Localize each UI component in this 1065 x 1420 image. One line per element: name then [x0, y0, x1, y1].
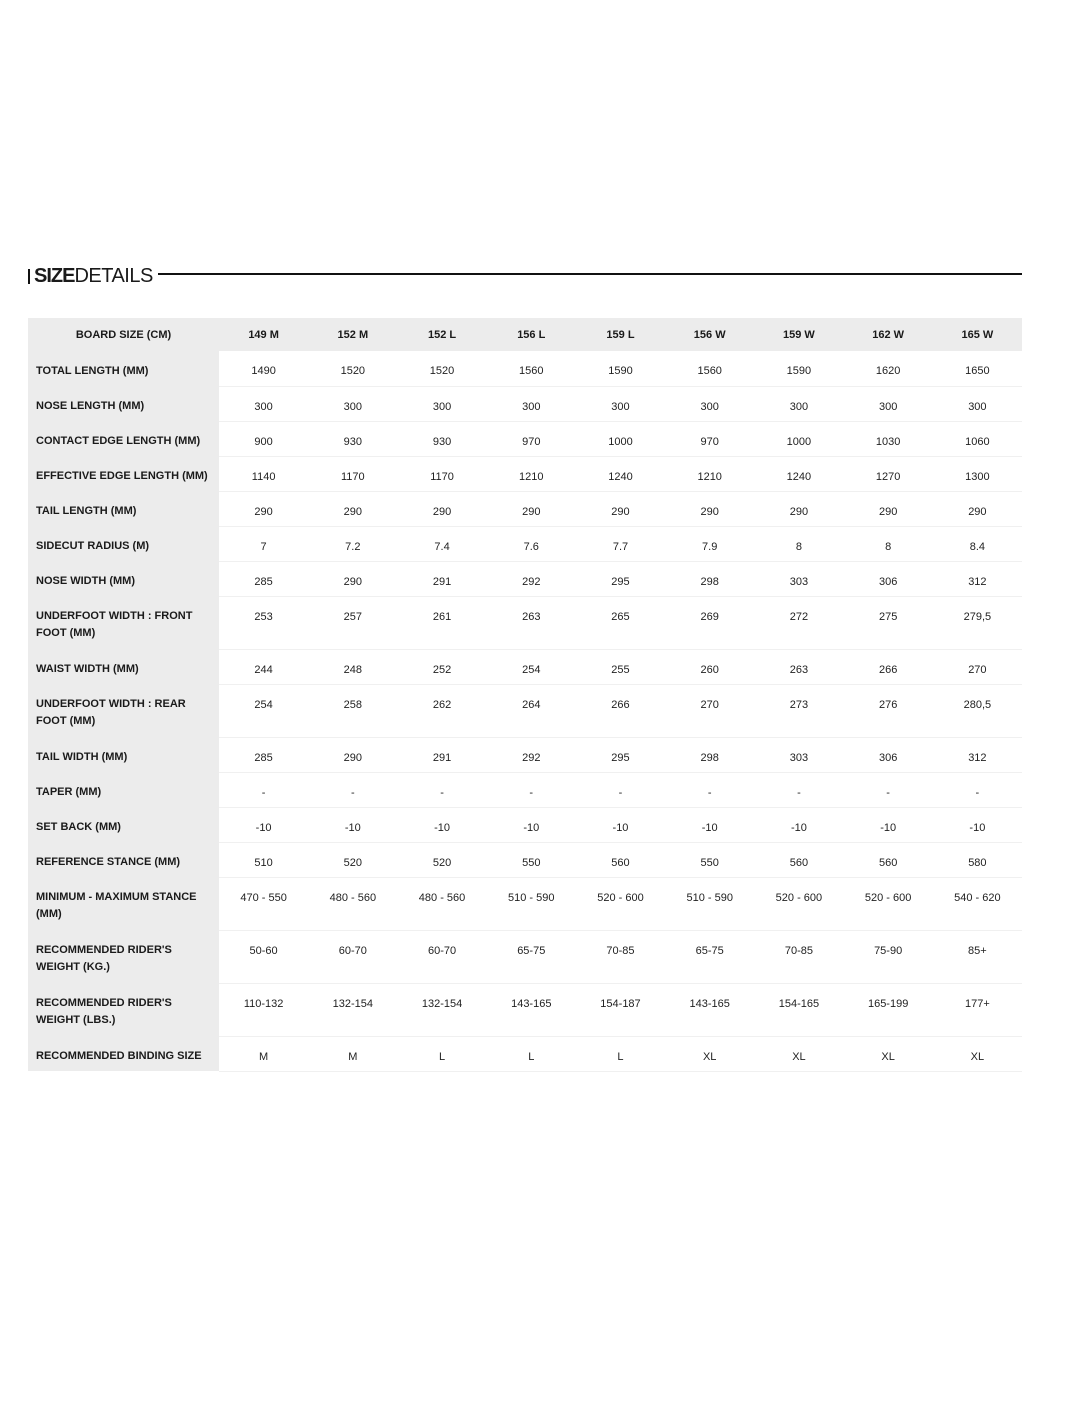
table-cell: 7.4 — [397, 526, 486, 561]
table-cell: 900 — [219, 421, 308, 456]
table-cell: 295 — [576, 737, 665, 772]
table-row — [28, 456, 1022, 491]
table-cell: 273 — [754, 684, 843, 737]
table-row — [28, 877, 1022, 930]
row-label: SET BACK (MM) — [28, 807, 219, 842]
table-row — [28, 684, 1022, 737]
table-cell: 254 — [219, 684, 308, 737]
table-cell: 300 — [219, 386, 308, 421]
table-cell: 540 - 620 — [933, 877, 1022, 930]
table-cell: 275 — [844, 596, 933, 649]
table-cell: - — [487, 772, 576, 807]
table-cell: 263 — [754, 649, 843, 684]
table-cell: 306 — [844, 561, 933, 596]
row-label: EFFECTIVE EDGE LENGTH (MM) — [28, 456, 219, 491]
table-cell: 1170 — [308, 456, 397, 491]
table-cell: -10 — [844, 807, 933, 842]
corner-label: BOARD SIZE (CM) — [28, 318, 219, 351]
table-cell: 8 — [844, 526, 933, 561]
table-cell: 7 — [219, 526, 308, 561]
table-cell: -10 — [397, 807, 486, 842]
table-cell: -10 — [219, 807, 308, 842]
table-cell: 253 — [219, 596, 308, 649]
table-cell: -10 — [487, 807, 576, 842]
table-cell: 85+ — [933, 930, 1022, 983]
table-cell: XL — [754, 1036, 843, 1071]
table-cell: 1000 — [576, 421, 665, 456]
row-label: RECOMMENDED BINDING SIZE — [28, 1036, 219, 1071]
table-cell: - — [844, 772, 933, 807]
table-row — [28, 772, 1022, 807]
table-cell: 143-165 — [665, 983, 754, 1036]
table-cell: 255 — [576, 649, 665, 684]
table-cell: 560 — [754, 842, 843, 877]
row-label: UNDERFOOT WIDTH : REAR FOOT (MM) — [28, 684, 219, 737]
table-cell: 276 — [844, 684, 933, 737]
table-cell: 60-70 — [308, 930, 397, 983]
table-cell: 244 — [219, 649, 308, 684]
table-cell: 290 — [754, 491, 843, 526]
table-cell: 290 — [308, 491, 397, 526]
table-cell: 143-165 — [487, 983, 576, 1036]
row-label: TAIL LENGTH (MM) — [28, 491, 219, 526]
table-cell: 970 — [487, 421, 576, 456]
table-cell: 265 — [576, 596, 665, 649]
column-header: 165 W — [933, 318, 1022, 351]
row-label: UNDERFOOT WIDTH : FRONT FOOT (MM) — [28, 596, 219, 649]
table-cell: 292 — [487, 561, 576, 596]
table-cell: 270 — [665, 684, 754, 737]
table-cell: 298 — [665, 737, 754, 772]
table-cell: - — [219, 772, 308, 807]
table-cell: 258 — [308, 684, 397, 737]
table-cell: 263 — [487, 596, 576, 649]
table-cell: L — [487, 1036, 576, 1071]
table-cell: 252 — [397, 649, 486, 684]
table-cell: 1650 — [933, 351, 1022, 386]
table-cell: 480 - 560 — [308, 877, 397, 930]
table-cell: 1590 — [754, 351, 843, 386]
table-cell: 279,5 — [933, 596, 1022, 649]
table-cell: 580 — [933, 842, 1022, 877]
table-row — [28, 351, 1022, 386]
table-cell: - — [308, 772, 397, 807]
table-cell: 290 — [308, 561, 397, 596]
table-cell: 550 — [487, 842, 576, 877]
table-cell: XL — [844, 1036, 933, 1071]
table-cell: 7.6 — [487, 526, 576, 561]
row-label: MINIMUM - MAXIMUM STANCE (MM) — [28, 877, 219, 930]
table-cell: 1030 — [844, 421, 933, 456]
table-cell: 260 — [665, 649, 754, 684]
column-header: 159 L — [576, 318, 665, 351]
table-cell: M — [308, 1036, 397, 1071]
table-cell: 1520 — [308, 351, 397, 386]
table-cell: 132-154 — [397, 983, 486, 1036]
table-cell: 50-60 — [219, 930, 308, 983]
table-cell: 1490 — [219, 351, 308, 386]
table-cell: 300 — [665, 386, 754, 421]
table-cell: 177+ — [933, 983, 1022, 1036]
table-row — [28, 930, 1022, 983]
header-divider-line — [158, 273, 1022, 275]
table-cell: -10 — [308, 807, 397, 842]
table-cell: 312 — [933, 561, 1022, 596]
header-accent-bar — [28, 269, 30, 284]
table-cell: 266 — [844, 649, 933, 684]
table-row — [28, 561, 1022, 596]
table-cell: 1620 — [844, 351, 933, 386]
table-cell: 7.9 — [665, 526, 754, 561]
table-cell: 65-75 — [665, 930, 754, 983]
row-label: TAPER (MM) — [28, 772, 219, 807]
table-cell: M — [219, 1036, 308, 1071]
table-cell: 303 — [754, 561, 843, 596]
table-row — [28, 491, 1022, 526]
table-cell: 560 — [576, 842, 665, 877]
table-cell: XL — [933, 1036, 1022, 1071]
table-cell: -10 — [576, 807, 665, 842]
table-cell: 1240 — [576, 456, 665, 491]
table-cell: 303 — [754, 737, 843, 772]
table-cell: -10 — [665, 807, 754, 842]
table-cell: 300 — [754, 386, 843, 421]
table-cell: 470 - 550 — [219, 877, 308, 930]
row-label: TOTAL LENGTH (MM) — [28, 351, 219, 386]
table-cell: 1000 — [754, 421, 843, 456]
table-cell: 298 — [665, 561, 754, 596]
table-cell: 290 — [665, 491, 754, 526]
table-cell: 520 — [308, 842, 397, 877]
column-header: 156 W — [665, 318, 754, 351]
table-cell: 7.2 — [308, 526, 397, 561]
table-cell: 560 — [844, 842, 933, 877]
table-cell: 1520 — [397, 351, 486, 386]
table-cell: 510 - 590 — [487, 877, 576, 930]
column-header: 152 L — [397, 318, 486, 351]
table-cell: 272 — [754, 596, 843, 649]
row-label: CONTACT EDGE LENGTH (MM) — [28, 421, 219, 456]
table-cell: - — [933, 772, 1022, 807]
table-cell: 154-165 — [754, 983, 843, 1036]
table-cell: 270 — [933, 649, 1022, 684]
table-cell: 1060 — [933, 421, 1022, 456]
table-cell: 1560 — [665, 351, 754, 386]
table-row — [28, 526, 1022, 561]
table-row — [28, 649, 1022, 684]
table-row — [28, 842, 1022, 877]
row-label: RECOMMENDED RIDER'S WEIGHT (LBS.) — [28, 983, 219, 1036]
row-label: RECOMMENDED RIDER'S WEIGHT (KG.) — [28, 930, 219, 983]
table-cell: 550 — [665, 842, 754, 877]
table-cell: 930 — [308, 421, 397, 456]
table-cell: 280,5 — [933, 684, 1022, 737]
column-header: 159 W — [754, 318, 843, 351]
table-row — [28, 983, 1022, 1036]
table-cell: 285 — [219, 737, 308, 772]
table-cell: 264 — [487, 684, 576, 737]
table-cell: 290 — [397, 491, 486, 526]
column-header: 162 W — [844, 318, 933, 351]
table-cell: 1170 — [397, 456, 486, 491]
table-cell: 300 — [308, 386, 397, 421]
table-cell: 290 — [308, 737, 397, 772]
table-cell: 300 — [576, 386, 665, 421]
section-title-strong: SIZE — [34, 265, 75, 287]
table-cell: 1240 — [754, 456, 843, 491]
table-cell: 480 - 560 — [397, 877, 486, 930]
table-cell: 60-70 — [397, 930, 486, 983]
table-cell: 291 — [397, 737, 486, 772]
column-header: 156 L — [487, 318, 576, 351]
table-cell: 262 — [397, 684, 486, 737]
table-cell: 292 — [487, 737, 576, 772]
table-cell: 312 — [933, 737, 1022, 772]
table-cell: 1210 — [487, 456, 576, 491]
table-cell: 1590 — [576, 351, 665, 386]
table-cell: 1560 — [487, 351, 576, 386]
table-cell: L — [576, 1036, 665, 1071]
row-label: NOSE WIDTH (MM) — [28, 561, 219, 596]
table-cell: 510 - 590 — [665, 877, 754, 930]
size-details-header — [28, 262, 1022, 290]
table-cell: 520 - 600 — [576, 877, 665, 930]
table-cell: 510 — [219, 842, 308, 877]
table-cell: 520 - 600 — [754, 877, 843, 930]
table-cell: 306 — [844, 737, 933, 772]
row-label: TAIL WIDTH (MM) — [28, 737, 219, 772]
table-cell: 257 — [308, 596, 397, 649]
table-row — [28, 421, 1022, 456]
table-cell: 8 — [754, 526, 843, 561]
table-cell: 295 — [576, 561, 665, 596]
table-cell: L — [397, 1036, 486, 1071]
table-row — [28, 596, 1022, 649]
table-cell: 254 — [487, 649, 576, 684]
table-cell: 300 — [487, 386, 576, 421]
table-cell: 300 — [397, 386, 486, 421]
table-cell: 290 — [844, 491, 933, 526]
table-header-row — [28, 318, 1022, 351]
table-cell: 520 - 600 — [844, 877, 933, 930]
table-cell: 1210 — [665, 456, 754, 491]
row-label: WAIST WIDTH (MM) — [28, 649, 219, 684]
table-cell: 520 — [397, 842, 486, 877]
table-row — [28, 807, 1022, 842]
table-cell: -10 — [754, 807, 843, 842]
table-cell: 1270 — [844, 456, 933, 491]
section-title-light: DETAILS — [74, 265, 153, 287]
row-label: NOSE LENGTH (MM) — [28, 386, 219, 421]
table-cell: 930 — [397, 421, 486, 456]
table-cell: 154-187 — [576, 983, 665, 1036]
table-cell: 300 — [844, 386, 933, 421]
table-cell: 266 — [576, 684, 665, 737]
table-row — [28, 737, 1022, 772]
table-cell: - — [576, 772, 665, 807]
table-cell: 269 — [665, 596, 754, 649]
table-cell: - — [754, 772, 843, 807]
column-header: 149 M — [219, 318, 308, 351]
table-cell: 65-75 — [487, 930, 576, 983]
table-cell: 7.7 — [576, 526, 665, 561]
column-header: 152 M — [308, 318, 397, 351]
table-cell: 290 — [487, 491, 576, 526]
table-cell: -10 — [933, 807, 1022, 842]
table-cell: 70-85 — [576, 930, 665, 983]
table-cell: 1140 — [219, 456, 308, 491]
section-title — [34, 264, 153, 288]
table-cell: 290 — [933, 491, 1022, 526]
table-cell: 248 — [308, 649, 397, 684]
table-cell: 8.4 — [933, 526, 1022, 561]
table-cell: - — [397, 772, 486, 807]
table-cell: 261 — [397, 596, 486, 649]
table-cell: - — [665, 772, 754, 807]
table-cell: 290 — [576, 491, 665, 526]
table-cell: 70-85 — [754, 930, 843, 983]
table-cell: 75-90 — [844, 930, 933, 983]
table-cell: 1300 — [933, 456, 1022, 491]
table-row — [28, 1036, 1022, 1071]
table-cell: 165-199 — [844, 983, 933, 1036]
row-label: SIDECUT RADIUS (M) — [28, 526, 219, 561]
size-details-table — [28, 318, 1022, 1072]
table-cell: 290 — [219, 491, 308, 526]
row-label: REFERENCE STANCE (MM) — [28, 842, 219, 877]
table-cell: 291 — [397, 561, 486, 596]
table-cell: 132-154 — [308, 983, 397, 1036]
table-cell: 970 — [665, 421, 754, 456]
table-cell: 285 — [219, 561, 308, 596]
table-cell: XL — [665, 1036, 754, 1071]
table-cell: 110-132 — [219, 983, 308, 1036]
table-cell: 300 — [933, 386, 1022, 421]
table-row — [28, 386, 1022, 421]
